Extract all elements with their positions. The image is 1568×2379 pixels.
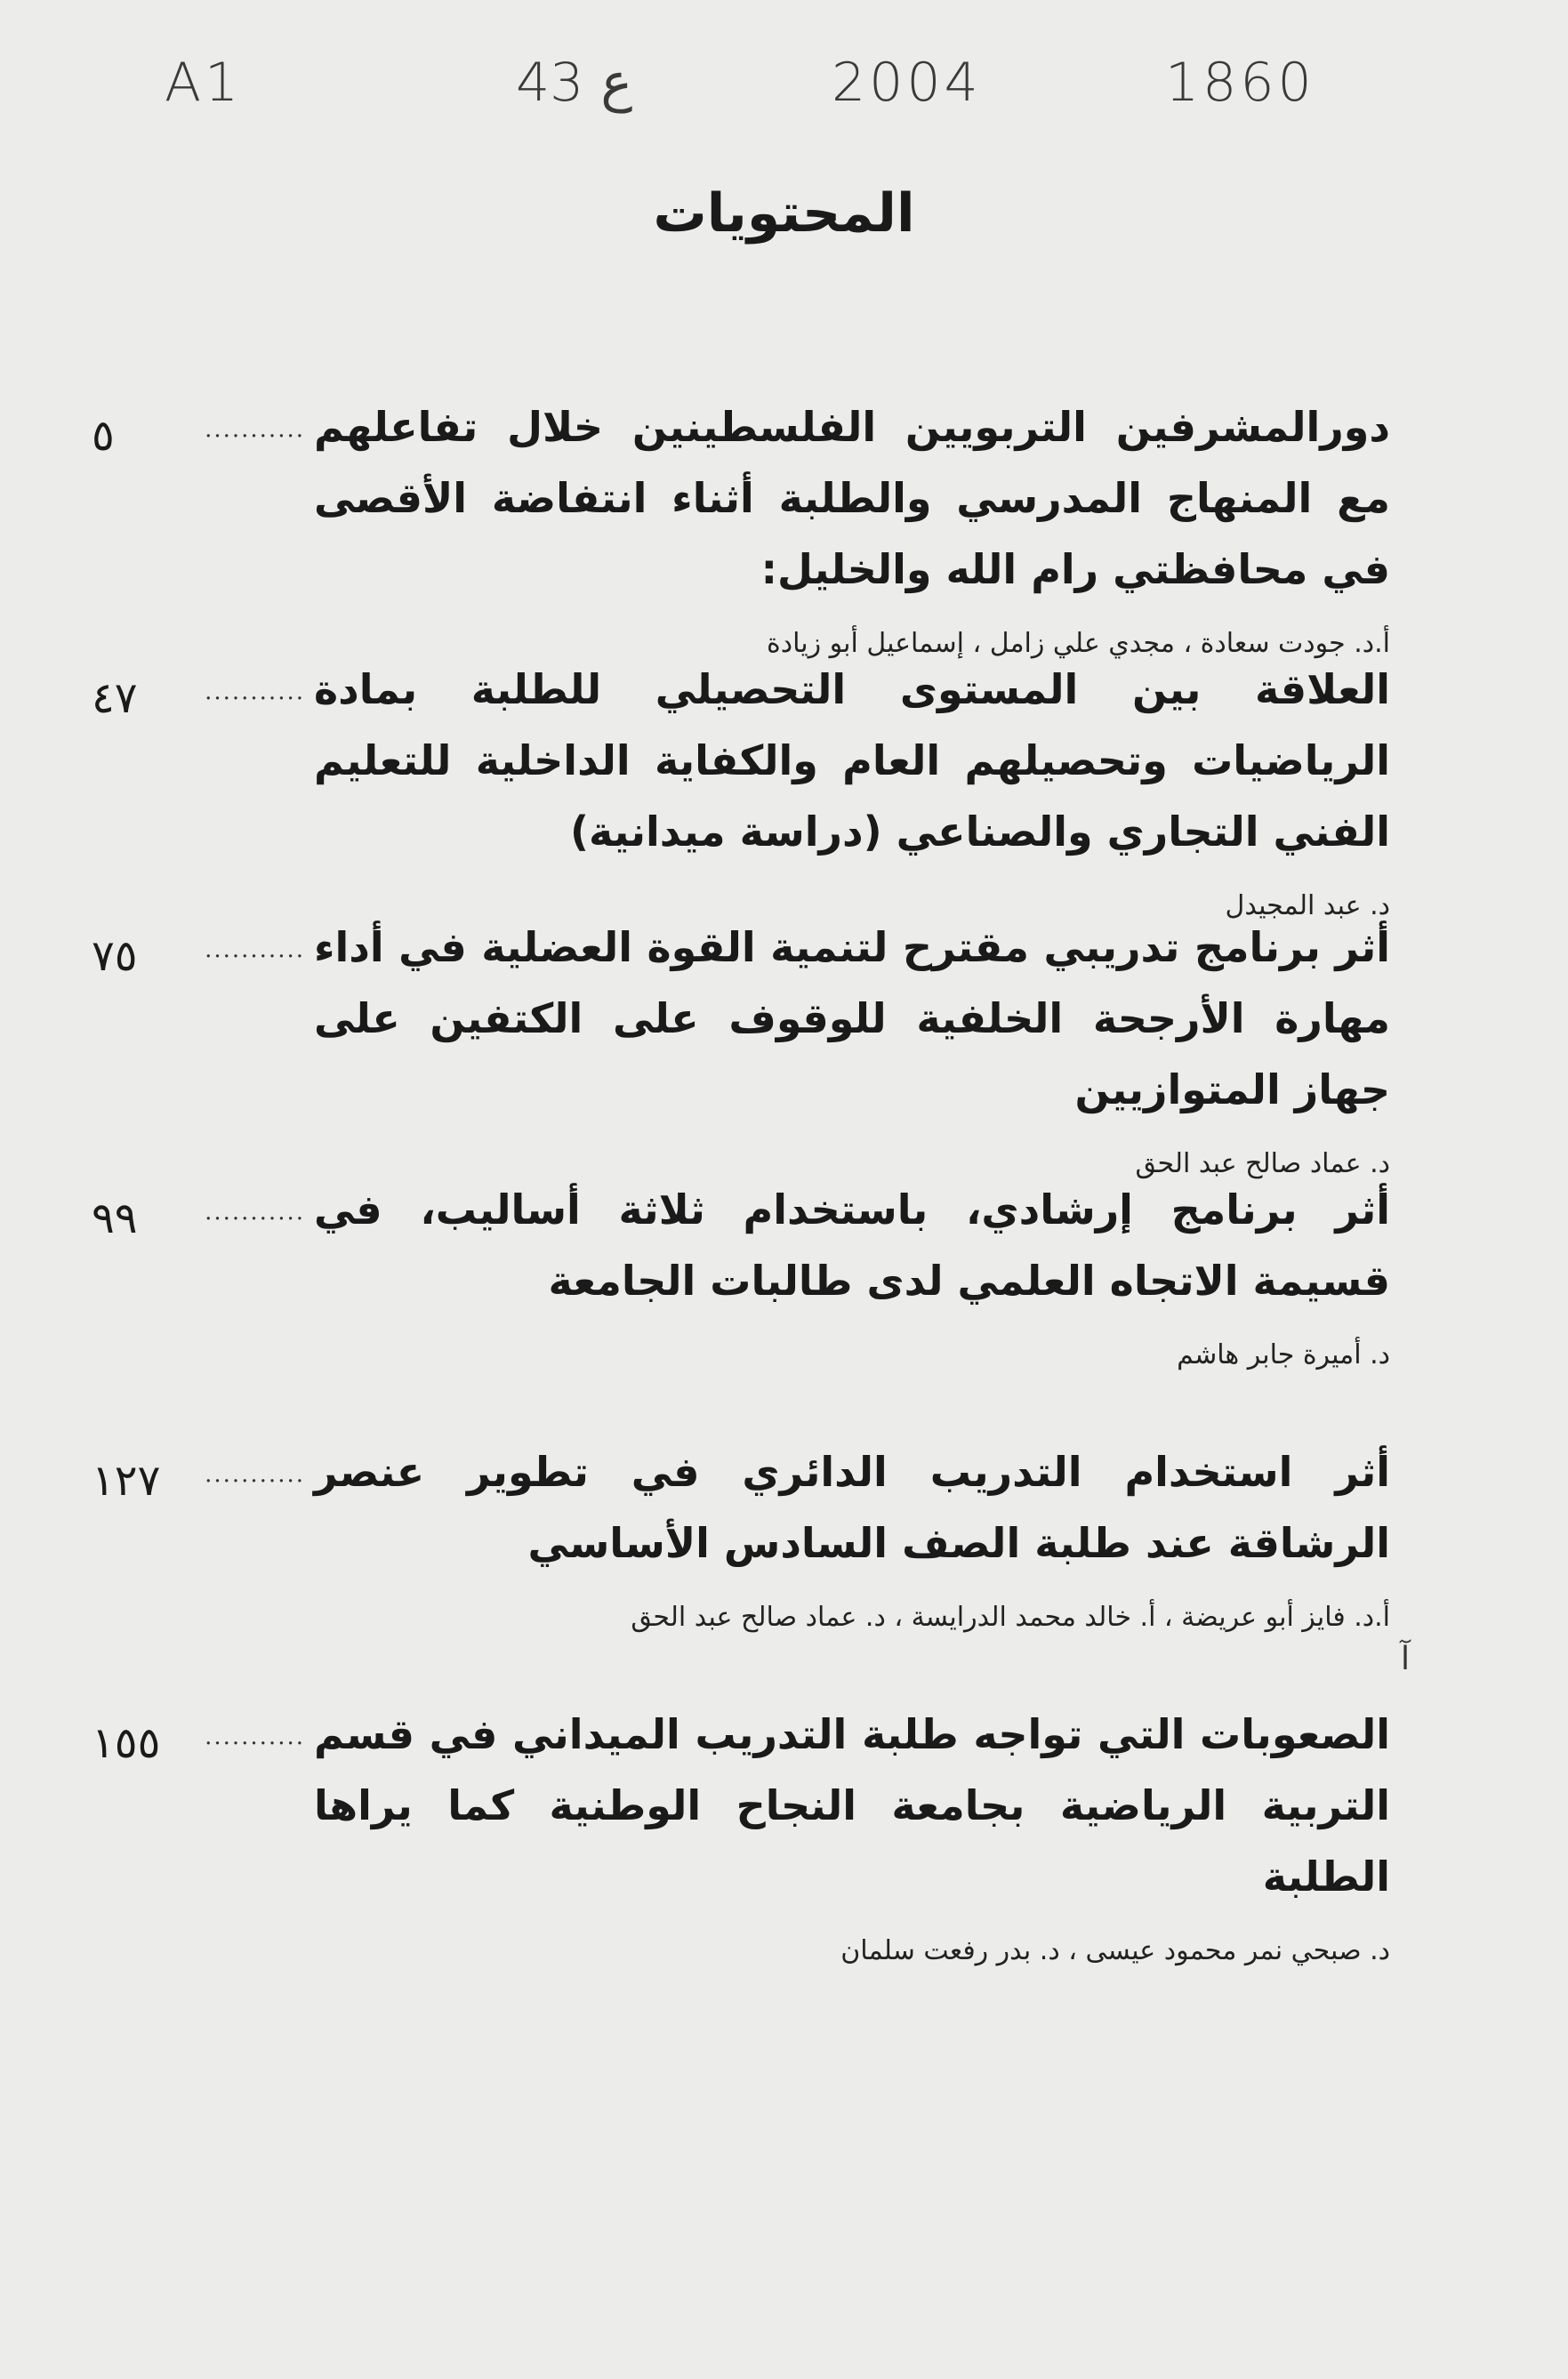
toc-entry-authors: د. عبد المجيدل	[1225, 890, 1390, 921]
toc-page-number: ٩٩	[92, 1194, 138, 1243]
toc-entry-title: العلاقة بين المستوى التحصيلي للطلبة بمادة الرياضيات وتحصيلهم العام والكفاية الداخلية للتعليم الفني التجاري والصناعي (دراسة ميدانية)	[314, 665, 1390, 856]
toc-entry-authors: د. عماد صالح عبد الحق	[1135, 1148, 1390, 1179]
toc-entry-4	[92, 1174, 1390, 1370]
toc-leader	[92, 654, 314, 723]
toc-entry-title: أثر برنامج إرشادي، باستخدام ثلاثة أساليب، في قسيمة الاتجاه العلمي لدى طالبات الجامعة	[314, 1185, 1390, 1305]
toc-entry-authors: د. أميرة جابر هاشم	[1177, 1339, 1390, 1370]
toc-page-number: ١٢٧	[92, 1456, 161, 1506]
dot-leader: ...........	[205, 1461, 305, 1488]
page-title: المحتويات	[653, 182, 915, 245]
toc-leader	[92, 391, 314, 461]
toc-leader	[92, 1436, 314, 1506]
toc-entry-title: دورالمشرفين التربويين الفلسطينين خلال تفاعلهم مع المنهاج المدرسي والطلبة أثناء انتفاضة الأقصى في محافظتي رام الله والخليل:	[314, 403, 1390, 593]
handwritten-code: 43 ع	[516, 52, 633, 114]
toc-entry-2	[92, 654, 1390, 921]
handwritten-note-left: A1	[165, 52, 243, 114]
stray-mark: آ	[1401, 1641, 1411, 1677]
dot-leader: ...........	[205, 1724, 305, 1750]
toc-page-number: ٧٥	[92, 931, 138, 981]
toc-entry-authors: أ.د. جودت سعادة ، مجدي علي زامل ، إسماعيل أبو زيادة	[767, 628, 1390, 659]
toc-entry-title: أثر استخدام التدريب الدائري في تطوير عنصر الرشاقة عند طلبة الصف السادس الأساسي	[314, 1448, 1390, 1567]
toc-page-number: ١٥٥	[92, 1718, 161, 1768]
dot-leader: ...........	[205, 936, 305, 963]
dot-leader: ...........	[205, 416, 305, 443]
dot-leader: ...........	[205, 1199, 305, 1226]
toc-entry-title: الصعوبات التي تواجه طلبة التدريب الميداني في قسم التربية الرياضية بجامعة النجاح الوطنية كما يراها الطلبة	[314, 1710, 1390, 1901]
toc-entry-3	[92, 912, 1390, 1179]
toc-leader	[92, 1699, 314, 1768]
toc-entry-5	[92, 1436, 1390, 1633]
handwritten-number: 1860	[1165, 52, 1315, 114]
toc-page-number: ٥	[92, 411, 115, 461]
toc-entry-title: أثر برنامج تدريبي مقترح لتنمية القوة العضلية في أداء مهارة الأرجحة الخلفية للوقوف على الكتفين على جهاز المتوازيين	[314, 923, 1390, 1113]
toc-entry-authors: أ.د. فايز أبو عريضة ، أ. خالد محمد الدرايسة ، د. عماد صالح عبد الحق	[631, 1602, 1390, 1633]
toc-leader	[92, 912, 314, 981]
handwritten-year: 2004	[832, 52, 982, 114]
toc-page-number: ٤٧	[92, 673, 138, 723]
dot-leader: ...........	[205, 679, 305, 705]
toc-entry-authors: د. صبحي نمر محمود عيسى ، د. بدر رفعت سلمان	[840, 1935, 1390, 1966]
toc-entry-1	[92, 391, 1390, 659]
toc-entry-6	[92, 1699, 1390, 1966]
toc-leader	[92, 1174, 314, 1243]
